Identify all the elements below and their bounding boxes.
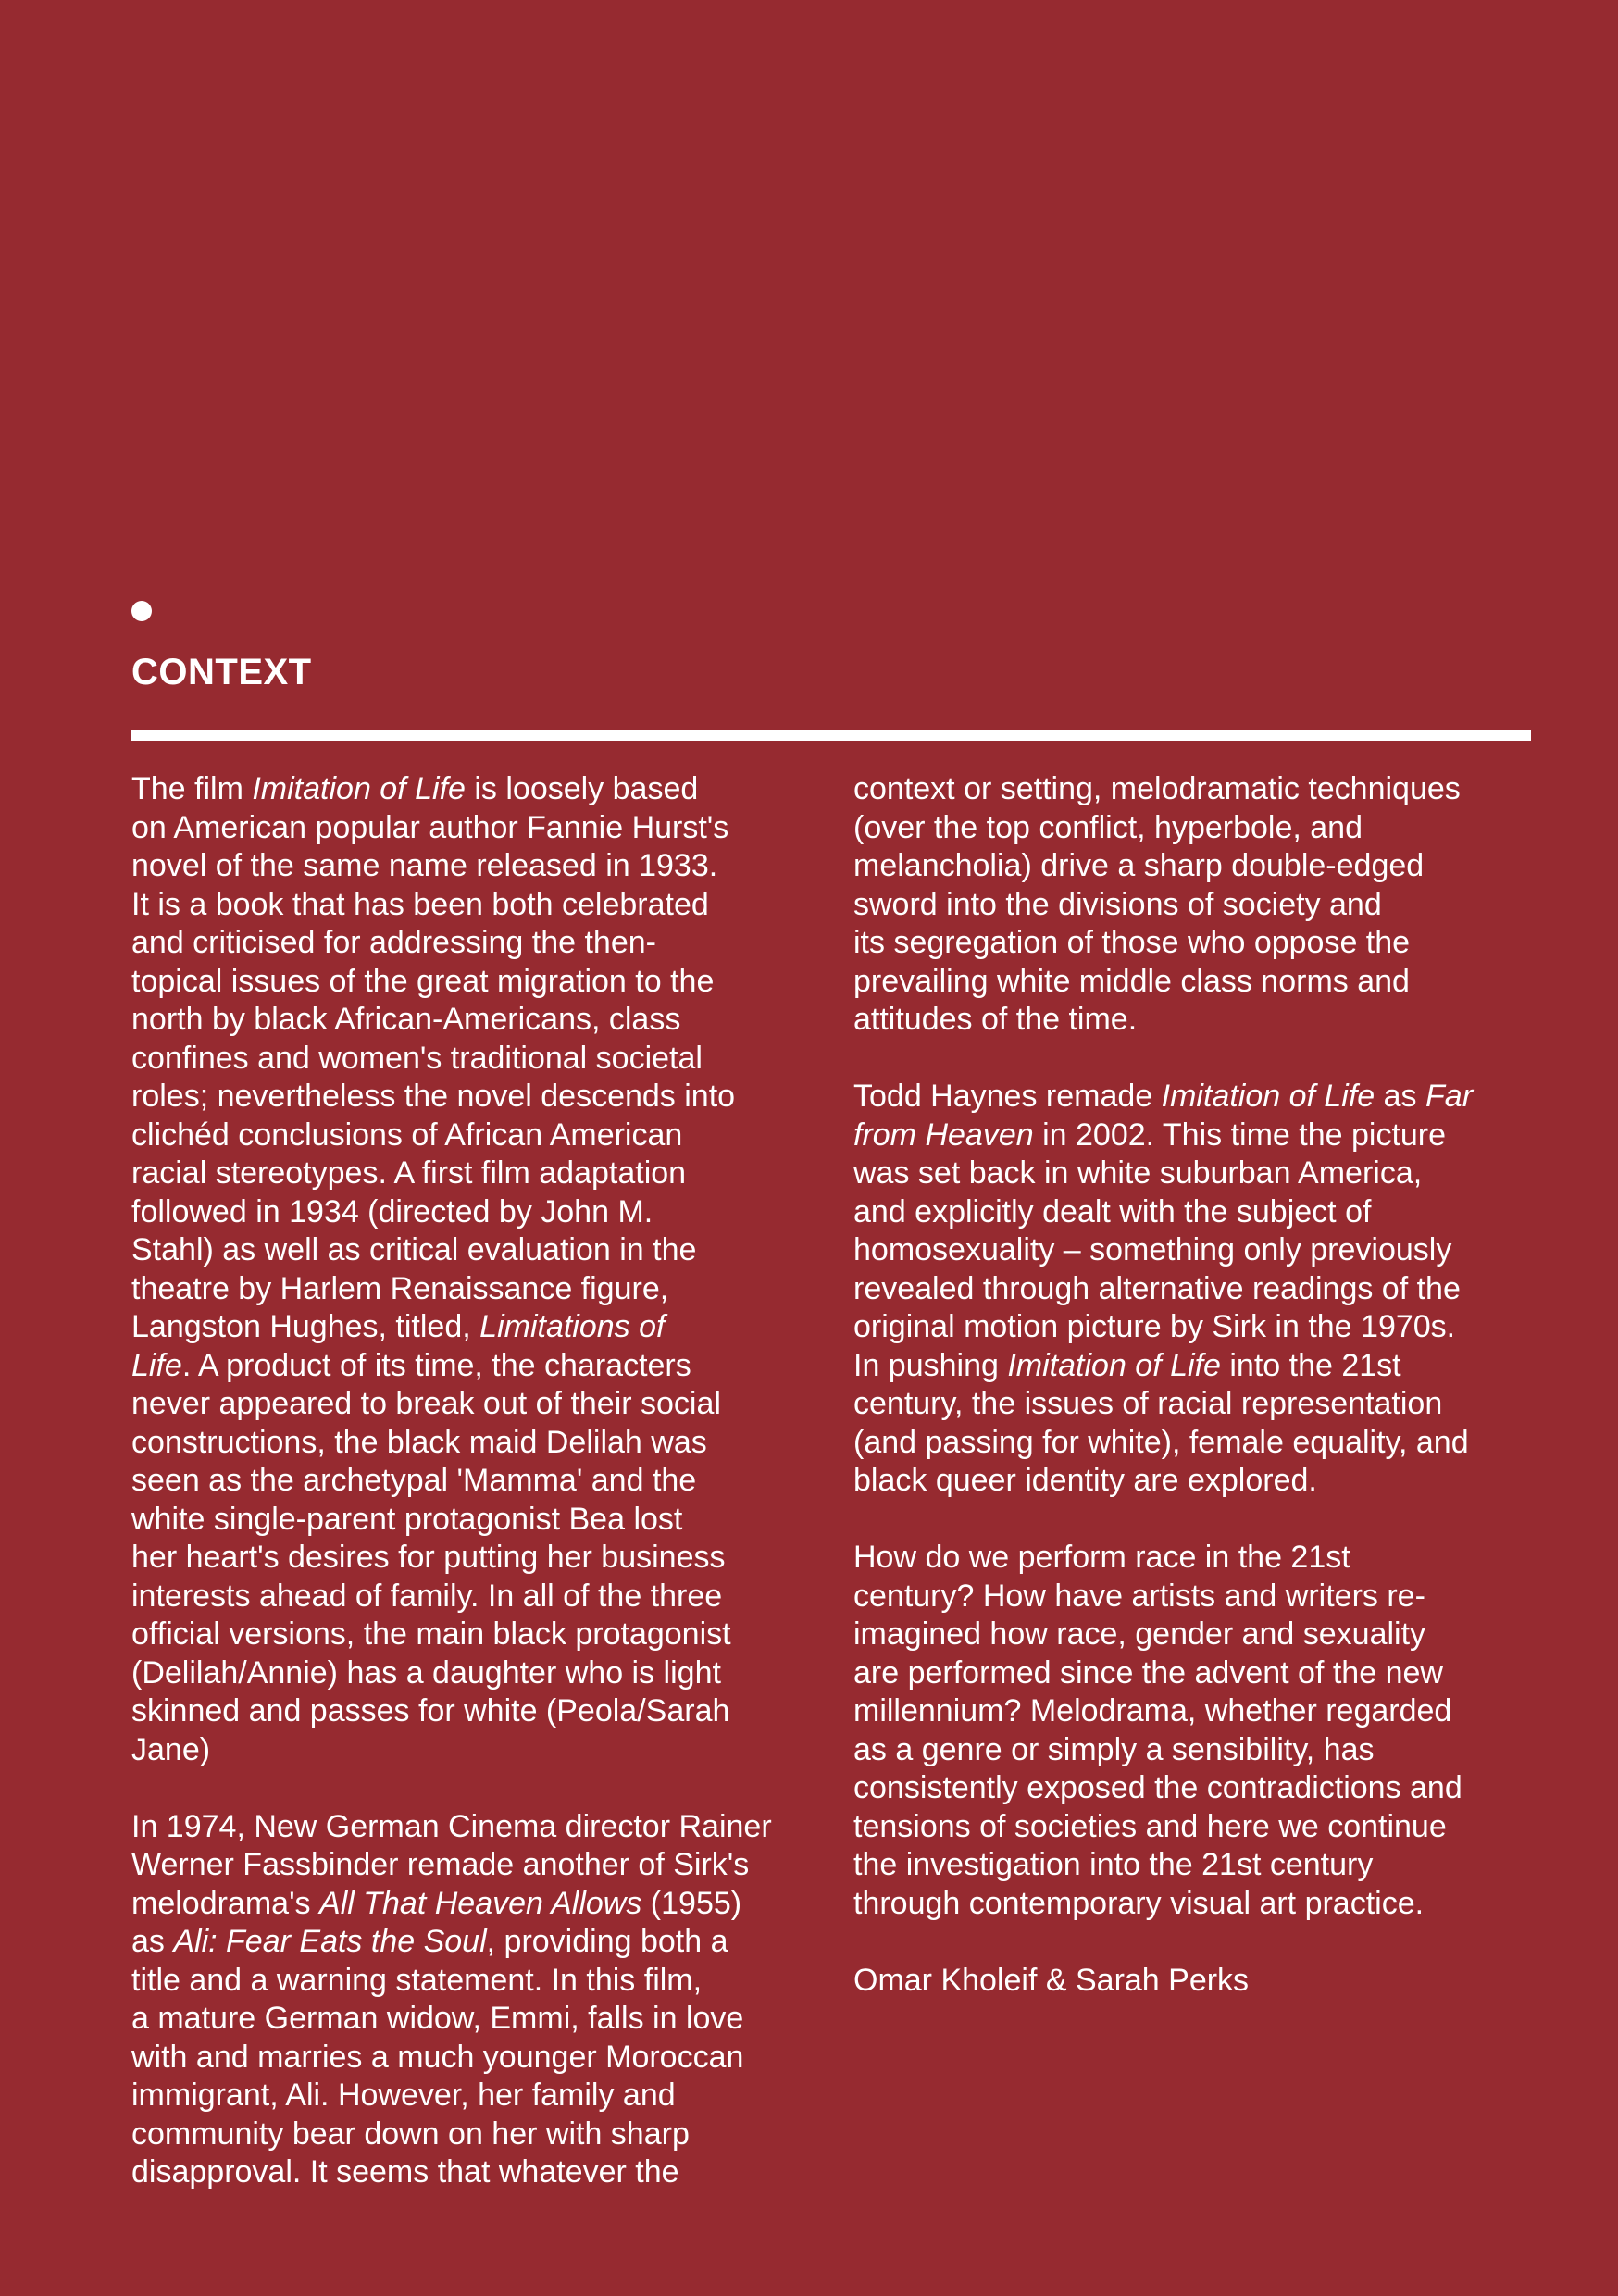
text-line: white single-parent protagonist Bea lost (131, 1501, 683, 1537)
left-column (131, 770, 816, 2192)
text-line: interests ahead of family. In all of the three (131, 1578, 723, 1614)
text-line: confines and women's traditional societal (131, 1040, 703, 1076)
work-title: Life (131, 1347, 182, 1383)
text-line: century? How have artists and writers re- (853, 1578, 1425, 1614)
text-line: sword into the divisions of society and (853, 886, 1382, 922)
text-line: black queer identity are explored. (853, 1463, 1317, 1498)
text-line: consistently exposed the contradictions and (853, 1770, 1462, 1805)
text-line: revealed through alternative readings of the (853, 1270, 1461, 1306)
text-line: through contemporary visual art practice. (853, 1885, 1425, 1921)
text-line: In pushing Imitation of Life into the 21st (853, 1347, 1401, 1383)
paragraph-haynes (853, 1078, 1538, 1501)
text-line: context or setting, melodramatic techniques (853, 771, 1461, 806)
author-signature (853, 1962, 1538, 2001)
film-title: Imitation of Life (252, 771, 466, 806)
film-title: from Heaven (853, 1117, 1034, 1153)
text-line: disapproval. It seems that whatever the (131, 2154, 679, 2190)
text-line: a mature German widow, Emmi, falls in love (131, 2001, 744, 2036)
text-line: attitudes of the time. (853, 1002, 1138, 1037)
film-title: Ali: Fear Eats the Soul (173, 1924, 487, 1959)
text-line: constructions, the black maid Delilah was (131, 1424, 707, 1460)
film-title: Imitation of Life (1161, 1079, 1375, 1114)
text-line: century, the issues of racial representation (853, 1386, 1443, 1421)
text-line: seen as the archetypal 'Mamma' and the (131, 1463, 697, 1498)
paragraph-intro (131, 770, 816, 1769)
text-line: Langston Hughes, titled, Limitations of (131, 1309, 666, 1344)
text-line: novel of the same name released in 1933. (131, 848, 718, 883)
text-line: was set back in white suburban America, (853, 1155, 1423, 1191)
film-title: Far (1425, 1079, 1474, 1114)
film-title: All That Heaven Allows (319, 1885, 642, 1921)
text-line: the investigation into the 21st century (853, 1847, 1374, 1882)
text-line: How do we perform race in the 21st (853, 1540, 1350, 1575)
text-line: homosexuality – something only previously (853, 1232, 1452, 1267)
text-line: as Ali: Fear Eats the Soul, providing both a (131, 1924, 728, 1959)
text-line: racial stereotypes. A first film adaptation (131, 1155, 687, 1191)
text-line: Life. A product of its time, the characters (131, 1347, 691, 1383)
text-line: are performed since the advent of the new (853, 1654, 1443, 1691)
text-line: official versions, the main black protagonist (131, 1616, 731, 1652)
text-line: her heart's desires for putting her business (131, 1540, 726, 1575)
text-line: original motion picture by Sirk in the 1970s. (853, 1309, 1456, 1344)
text-line: melodrama's All That Heaven Allows (1955) (131, 1885, 742, 1921)
text-line: and explicitly dealt with the subject of (853, 1193, 1372, 1229)
text-line: Jane) (131, 1731, 211, 1767)
text-line: (Delilah/Annie) has a daughter who is light (131, 1654, 721, 1691)
text-line: (and passing for white), female equality, and (853, 1424, 1469, 1460)
text-line: (over the top conflict, hyperbole, and (853, 809, 1363, 845)
text-line: followed in 1934 (directed by John M. (131, 1193, 653, 1229)
text-line: never appeared to break out of their social (131, 1386, 721, 1421)
text-line: immigrant, Ali. However, her family and (131, 2078, 676, 2113)
work-title: Limitations of (479, 1309, 666, 1344)
text-line: Todd Haynes remade Imitation of Life as Far (853, 1079, 1474, 1114)
paragraph-fassbinder (131, 1808, 816, 2192)
text-line: In 1974, New German Cinema director Rainer (131, 1808, 772, 1844)
text-line: Stahl) as well as critical evaluation in the (131, 1232, 697, 1267)
paragraph-questions (853, 1539, 1538, 1923)
section-title: CONTEXT (131, 652, 312, 693)
text-line: Werner Fassbinder remade another of Sirk's (131, 1847, 750, 1882)
text-line: clichéd conclusions of African American (131, 1117, 683, 1153)
text-line: on American popular author Fannie Hurst's (131, 809, 729, 845)
section-divider (131, 730, 1531, 741)
text-line: skinned and passes for white (Peola/Sarah (131, 1693, 730, 1728)
text-line: prevailing white middle class norms and (853, 963, 1410, 999)
text-line: melancholia) drive a sharp double-edged (853, 848, 1425, 883)
author-names: Omar Kholeif & Sarah Perks (853, 1962, 1250, 1998)
text-line: imagined how race, gender and sexuality (853, 1616, 1426, 1652)
text-line: from Heaven in 2002. This time the picture (853, 1117, 1447, 1153)
text-line: The film Imitation of Life is loosely based (131, 771, 699, 806)
text-line: its segregation of those who oppose the (853, 925, 1411, 960)
text-line: and criticised for addressing the then- (131, 925, 656, 960)
paragraph-melodrama (853, 770, 1538, 1040)
text-line: with and marries a much younger Moroccan (131, 2039, 744, 2075)
text-line: community bear down on her with sharp (131, 2115, 690, 2152)
text-line: theatre by Harlem Renaissance figure, (131, 1270, 669, 1306)
text-line: title and a warning statement. In this film, (131, 1962, 703, 1998)
text-line: It is a book that has been both celebrated (131, 886, 709, 922)
right-column (853, 770, 1538, 2000)
text-line: roles; nevertheless the novel descends into (131, 1079, 736, 1114)
text-line: as a genre or simply a sensibility, has (853, 1731, 1375, 1767)
text-line: millennium? Melodrama, whether regarded (853, 1693, 1452, 1728)
text-line: topical issues of the great migration to the (131, 963, 715, 999)
film-title: Imitation of Life (1007, 1347, 1221, 1383)
bullet-dot-icon (131, 601, 152, 621)
text-line: north by black African-Americans, class (131, 1002, 681, 1037)
text-line: tensions of societies and here we continue (853, 1808, 1447, 1844)
